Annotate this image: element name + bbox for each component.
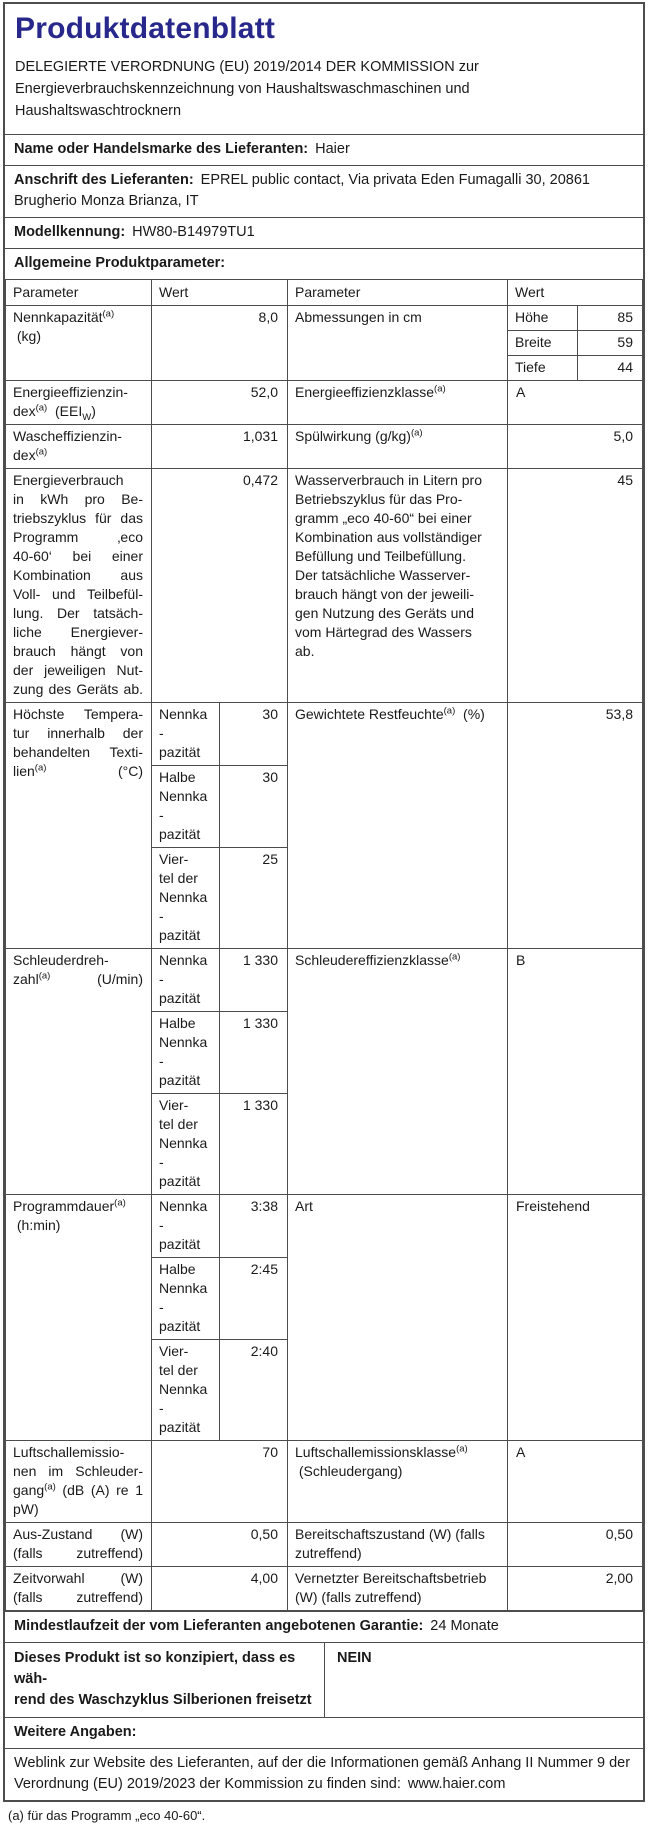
value-cell: Freistehend — [508, 1195, 643, 1441]
param-cell: Bereitschaftszustand (W) (falls zutreffend) — [288, 1523, 508, 1567]
param-cell: Aus-Zustand (W) (falls zutreffend) — [6, 1523, 152, 1567]
general-parameters-heading-row — [5, 248, 643, 279]
param-cell: Energieeffizienzin- dex$^{(a)}$ $(EEI_W)$ — [6, 381, 152, 425]
sub-label-cell: Höhe — [508, 306, 578, 331]
sub-label-cell: Vier- tel der Nennka- pazität — [152, 1094, 220, 1195]
model-id-value: HW80-B14979TU1 — [132, 224, 255, 240]
further-info-heading: Weitere Angaben: — [14, 1724, 137, 1740]
value-cell: 0,50 — [152, 1523, 288, 1567]
supplier-name-row — [5, 134, 643, 165]
supplier-weblink-url: www.haier.com — [407, 1776, 506, 1792]
value-cell: B — [508, 949, 643, 1195]
param-cell: Vernetzter Bereitschaftsbetrieb (W) (falls zutreffend) — [288, 1567, 508, 1611]
table-row — [6, 469, 643, 703]
silver-ion-row — [5, 1642, 643, 1717]
param-cell: Wascheffizienzin- dex$^{(a)}$ — [6, 425, 152, 469]
sub-label-cell: Nennka- pazität — [152, 1195, 220, 1258]
param-cell: Höchste Tempera- tur innerhalb der behandelten Texti- lien$^{(a)}$ (°C) — [6, 703, 152, 949]
sub-value-cell: 1 330 — [220, 1094, 288, 1195]
product-parameters-table — [5, 279, 643, 1611]
param-cell: Programmdauer$^{(a)}$ (h:min) — [6, 1195, 152, 1441]
sub-label-cell: Tiefe — [508, 356, 578, 381]
sub-value-cell: 30 — [220, 703, 288, 766]
table-row — [6, 1523, 643, 1567]
column-header-value-right: Wert — [508, 280, 643, 306]
table-row — [6, 1441, 643, 1523]
param-cell: Nennkapazität$^{(a)}$ (kg) — [6, 306, 152, 381]
table-row — [6, 703, 643, 766]
column-header-value-left: Wert — [152, 280, 288, 306]
param-cell: Schleudereffizienzklasse$^{(a)}$ — [288, 949, 508, 1195]
value-cell: A — [508, 381, 643, 425]
column-header-parameter-right: Parameter — [288, 280, 508, 306]
supplier-name-value: Haier — [315, 141, 350, 157]
param-cell: Gewichtete Restfeuchte$^{(a)}$ (%) — [288, 703, 508, 949]
value-cell: 1,031 — [152, 425, 288, 469]
sub-value-cell: 1 330 — [220, 949, 288, 1012]
value-cell: A — [508, 1441, 643, 1523]
sub-value-cell: 44 — [578, 356, 643, 381]
product-datasheet — [3, 2, 645, 1802]
param-cell: Energieeffizienzklasse$^{(a)}$ — [288, 381, 508, 425]
table-row — [6, 949, 643, 1012]
value-cell: 53,8 — [508, 703, 643, 949]
weblink-row — [5, 1748, 643, 1800]
sub-value-cell: 3:38 — [220, 1195, 288, 1258]
param-cell: Spülwirkung $(g/kg)^{(a)}$ — [288, 425, 508, 469]
sub-label-cell: Nennka- pazität — [152, 703, 220, 766]
product-parameters-body — [6, 306, 643, 1611]
value-cell: 2,00 — [508, 1567, 643, 1611]
footnote-text: (a) für das Programm „eco 40-60“. — [8, 1808, 206, 1823]
model-id-label: Modellkennung: — [14, 224, 126, 240]
table-row — [6, 1195, 643, 1258]
supplier-name-label: Name oder Handelsmarke des Lieferanten: — [14, 141, 309, 157]
value-cell: 0,50 — [508, 1523, 643, 1567]
sub-label-cell: Nennka- pazität — [152, 949, 220, 1012]
further-info-heading-row — [5, 1717, 643, 1748]
param-cell: Energieverbrauch in kWh pro Be- triebszyklus für das Programm ‚eco 40-60‘ bei einer Kombination aus Voll- und Teilbefül- lung. Der tatsäch- liche Energiever- brauch hängt von der jeweiligen Nut- zung des Geräts ab. — [6, 469, 152, 703]
value-cell: 4,00 — [152, 1567, 288, 1611]
table-header-row — [6, 280, 643, 306]
supplier-address-value: EPREL public contact, Via privata Eden Fumagalli 30, 20861 Brugherio Monza Brianza, IT — [14, 172, 590, 209]
sub-value-cell: 59 — [578, 331, 643, 356]
model-id-row — [5, 217, 643, 248]
value-cell: 70 — [152, 1441, 288, 1523]
header-section — [5, 4, 643, 134]
table-row — [6, 1567, 643, 1611]
sub-label-cell: Halbe Nennka- pazität — [152, 1012, 220, 1094]
param-cell: Art — [288, 1195, 508, 1441]
sub-value-cell: 1 330 — [220, 1012, 288, 1094]
value-cell: 5,0 — [508, 425, 643, 469]
weblink-label: Weblink zur Website des Lieferanten, auf der die Informationen gemäß Anhang II Nummer 9 der Verordnung (EU) 2019/2023 der Kommission zu finden sind: — [14, 1755, 631, 1792]
param-cell: Luftschallemissio- nen im Schleuder- gang$^{(a)}$ (dB (A) re 1 pW) — [6, 1441, 152, 1523]
sub-label-cell: Vier- tel der Nennka- pazität — [152, 848, 220, 949]
regulation-text: DELEGIERTE VERORDNUNG (EU) 2019/2014 DER KOMMISSION zur Energieverbrauchskennzeichnung von Haushaltswaschmaschinen und Haushaltswaschtrocknern — [15, 59, 479, 119]
value-cell: 8,0 — [152, 306, 288, 381]
warranty-row — [5, 1611, 643, 1642]
sub-value-cell: 30 — [220, 766, 288, 848]
sub-label-cell: Halbe Nennka- pazität — [152, 766, 220, 848]
value-cell: 52,0 — [152, 381, 288, 425]
sub-value-cell: 25 — [220, 848, 288, 949]
table-row — [6, 425, 643, 469]
sub-value-cell: 2:45 — [220, 1258, 288, 1340]
value-cell: 0,472 — [152, 469, 288, 703]
param-cell: Luftschallemissionsklasse$^{(a)}$ (Schleudergang) — [288, 1441, 508, 1523]
param-cell: Abmessungen in cm — [288, 306, 508, 381]
param-cell: Schleuderdreh- zahl$^{(a)}$ (U/min) — [6, 949, 152, 1195]
value-cell: 45 — [508, 469, 643, 703]
supplier-address-label: Anschrift des Lieferanten: — [14, 172, 194, 188]
silver-ion-value: NEIN — [337, 1650, 372, 1666]
warranty-label: Mindestlaufzeit der vom Lieferanten angebotenen Garantie: — [14, 1618, 424, 1634]
sub-value-cell: 2:40 — [220, 1340, 288, 1441]
table-row — [6, 306, 643, 331]
sub-label-cell: Halbe Nennka- pazität — [152, 1258, 220, 1340]
column-header-parameter-left: Parameter — [6, 280, 152, 306]
warranty-value: 24 Monate — [430, 1618, 499, 1634]
supplier-address-row — [5, 165, 643, 217]
param-cell: Zeitvorwahl (W) (falls zutreffend) — [6, 1567, 152, 1611]
param-cell: Wasserverbrauch in Litern pro Betriebszyklus für das Pro- gramm „eco 40-60“ bei einer Kombination aus vollständiger Befüllung und Teilbefüllung. Der tatsächliche Wasserver- brauch hängt von der jeweili- gen Nutzung des Geräts und vom Härtegrad des Wassers ab. — [288, 469, 508, 703]
sub-label-cell: Breite — [508, 331, 578, 356]
table-row — [6, 381, 643, 425]
silver-ion-label: Dieses Produkt ist so konzipiert, dass es wäh- rend des Waschzyklus Silberionen freisetzt — [5, 1643, 325, 1717]
general-parameters-heading: Allgemeine Produktparameter: — [14, 255, 226, 271]
sub-value-cell: 85 — [578, 306, 643, 331]
sub-label-cell: Vier- tel der Nennka- pazität — [152, 1340, 220, 1441]
page-title: Produktdatenblatt — [15, 12, 276, 45]
